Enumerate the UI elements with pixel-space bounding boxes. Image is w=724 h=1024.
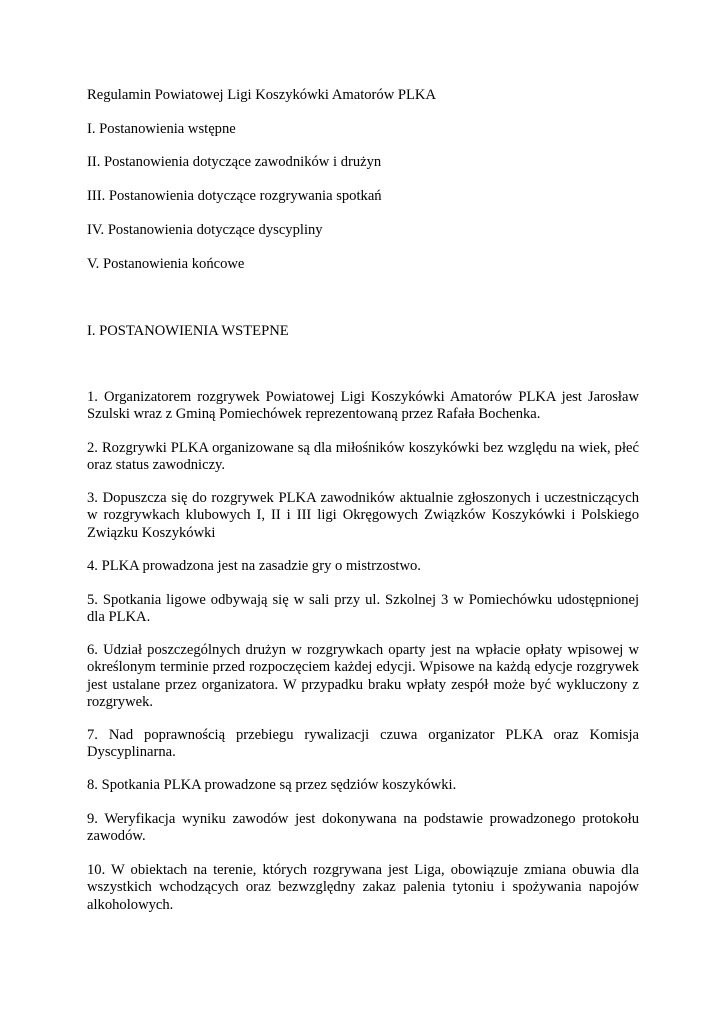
paragraph-9: 9. Weryfikacja wyniku zawodów jest dokonywana na podstawie prowadzonego protokołu zawodów. xyxy=(87,811,639,845)
toc-item-1: I. Postanowienia wstępne xyxy=(87,121,236,137)
paragraph-5: 5. Spotkania ligowe odbywają się w sali przy ul. Szkolnej 3 w Pomiechówku udostępnionej dla PLKA. xyxy=(87,592,639,626)
paragraph-2: 2. Rozgrywki PLKA organizowane są dla miłośników koszykówki bez względu na wiek, płeć oraz status zawodniczy. xyxy=(87,440,639,474)
paragraph-8: 8. Spotkania PLKA prowadzone są przez sędziów koszykówki. xyxy=(87,777,457,793)
paragraph-10: 10. W obiektach na terenie, których rozgrywana jest Liga, obowiązuje zmiana obuwia dla wszystkich wchodzących oraz bezwzględny zakaz palenia tytoniu i spożywania napojów alkoholowych. xyxy=(87,862,639,913)
toc-item-3: III. Postanowienia dotyczące rozgrywania spotkań xyxy=(87,188,382,204)
toc-item-4: IV. Postanowienia dotyczące dyscypliny xyxy=(87,222,323,238)
paragraph-3: 3. Dopuszcza się do rozgrywek PLKA zawodników aktualnie zgłoszonych i uczestniczących w rozgrywkach klubowych I, II i III ligi Okręgowych Związków Koszykówki i Polskiego Związku Koszykówki xyxy=(87,490,639,541)
paragraph-6: 6. Udział poszczególnych drużyn w rozgrywkach oparty jest na wpłacie opłaty wpisowej w określonym terminie przed rozpoczęciem każdej edycji. Wpisowe na każdą edycje rozgrywek jest ustalane przez organizatora. W przypadku braku wpłaty zespół może być wykluczony z rozgrywek. xyxy=(87,642,639,710)
section-heading: I. POSTANOWIENIA WSTEPNE xyxy=(87,323,289,339)
paragraph-4: 4. PLKA prowadzona jest na zasadzie gry o mistrzostwo. xyxy=(87,558,421,574)
paragraph-1: 1. Organizatorem rozgrywek Powiatowej Ligi Koszykówki Amatorów PLKA jest Jarosław Szulski wraz z Gminą Pomiechówek reprezentowaną przez Rafała Bochenka. xyxy=(87,389,639,423)
toc-item-2: II. Postanowienia dotyczące zawodników i drużyn xyxy=(87,154,382,170)
toc-item-5: V. Postanowienia końcowe xyxy=(87,256,245,272)
document-title: Regulamin Powiatowej Ligi Koszykówki Amatorów PLKA xyxy=(87,87,437,103)
paragraph-7: 7. Nad poprawnością przebiegu rywalizacji czuwa organizator PLKA oraz Komisja Dyscyplinarna. xyxy=(87,727,639,761)
